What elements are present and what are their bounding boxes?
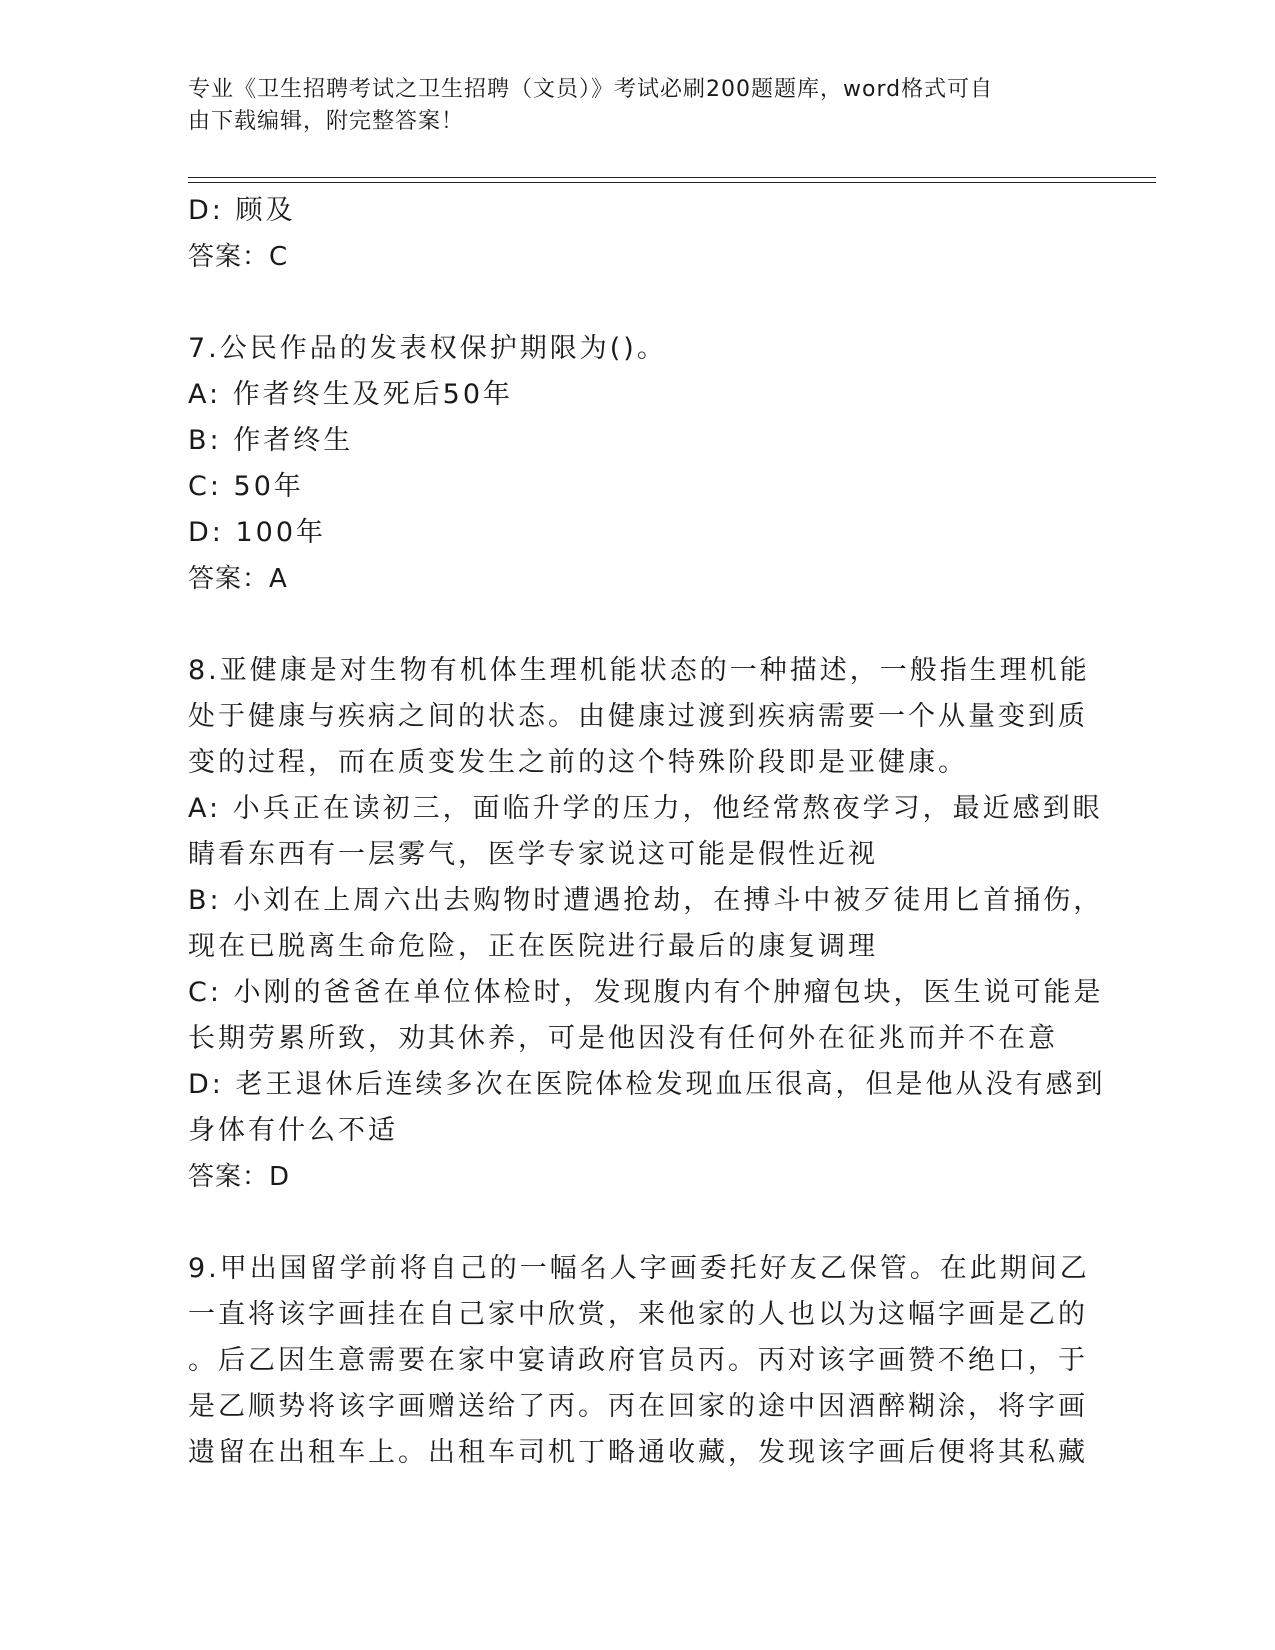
prev-answer: 答案：C xyxy=(188,242,289,272)
q7-option-d: D: 100年 xyxy=(188,517,327,548)
q8-question-line: 变的过程，而在质变发生之前的这个特殊阶段即是亚健康。 xyxy=(188,747,968,778)
q7-option-b: B: 作者终生 xyxy=(188,425,354,456)
q7-option-c: C: 50年 xyxy=(188,471,304,502)
q8-option-c-line: C: 小刚的爸爸在单位体检时，发现腹内有个肿瘤包块，医生说可能是 xyxy=(188,977,1104,1008)
q7-answer: 答案：A xyxy=(188,564,288,594)
q9-question-line: 。后乙因生意需要在家中宴请政府官员丙。丙对该字画赞不绝口，于 xyxy=(188,1345,1088,1376)
q8-option-a-line: A: 小兵正在读初三，面临升学的压力，他经常熬夜学习，最近感到眼 xyxy=(188,793,1103,824)
q8-option-c-line: 长期劳累所致，劝其休养，可是他因没有任何外在征兆而并不在意 xyxy=(188,1023,1058,1054)
q9-question-line: 一直将该字画挂在自己家中欣赏，来他家的人也以为这幅字画是乙的 xyxy=(188,1299,1088,1330)
q9-question-line: 9.甲出国留学前将自己的一幅名人字画委托好友乙保管。在此期间乙 xyxy=(188,1253,1090,1284)
header-divider-top xyxy=(188,177,1156,178)
header-divider-bottom xyxy=(188,182,1156,183)
q8-option-b-line: B: 小刘在上周六出去购物时遭遇抢劫，在搏斗中被歹徒用匕首捅伤， xyxy=(188,885,1104,916)
q9-question-line: 遗留在出租车上。出租车司机丁略通收藏，发现该字画后便将其私藏 xyxy=(188,1437,1088,1468)
q8-option-a-line: 睛看东西有一层雾气，医学专家说这可能是假性近视 xyxy=(188,839,878,870)
page-header xyxy=(188,74,1088,138)
q8-option-b-line: 现在已脱离生命危险，正在医院进行最后的康复调理 xyxy=(188,931,878,962)
spacer xyxy=(188,602,1088,648)
q7-question: 7.公民作品的发表权保护期限为()。 xyxy=(188,333,667,364)
spacer xyxy=(188,280,1088,326)
q8-option-d-line: 身体有什么不适 xyxy=(188,1115,398,1146)
header-line-1: 专业《卫生招聘考试之卫生招聘（文员）》考试必刷200题题库，word格式可自 xyxy=(188,77,994,102)
document-body xyxy=(188,188,1106,1476)
q8-question-line: 8.亚健康是对生物有机体生理机能状态的一种描述，一般指生理机能 xyxy=(188,655,1090,686)
q8-question-line: 处于健康与疾病之间的状态。由健康过渡到疾病需要一个从量变到质 xyxy=(188,701,1088,732)
q8-option-d-line: D: 老王退休后连续多次在医院体检发现血压很高，但是他从没有感到 xyxy=(188,1069,1106,1100)
prev-option-d: D: 顾及 xyxy=(188,195,296,226)
header-line-2: 由下载编辑，附完整答案！ xyxy=(188,109,465,134)
q7-option-a: A: 作者终生及死后50年 xyxy=(188,379,514,410)
q9-question-line: 是乙顺势将该字画赠送给了丙。丙在回家的途中因酒醉糊涂，将字画 xyxy=(188,1391,1088,1422)
q8-answer: 答案：D xyxy=(188,1162,291,1192)
spacer xyxy=(188,1200,1088,1246)
